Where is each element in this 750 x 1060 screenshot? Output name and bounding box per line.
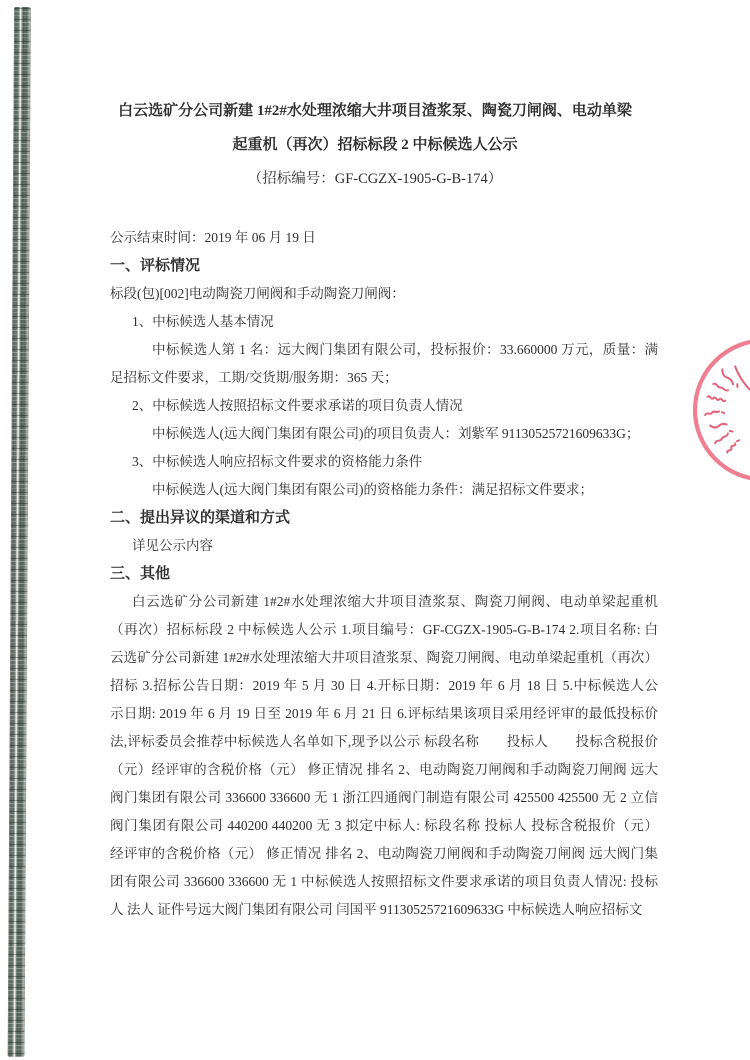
title-tender-number: （招标编号：GF-CGZX-1905-G-B-174）	[247, 171, 503, 187]
text-line: 标段(包)[002]电动陶瓷刀闸阀和手动陶瓷刀闸阀：	[110, 286, 405, 301]
text-line: 详见公示内容	[132, 538, 213, 553]
text-line: 团有限公司 336600 336600 无 1 中标候选人按照招标文件要求承诺的项目负责人情况: 投标	[110, 874, 658, 889]
text-line: 1、中标候选人基本情况	[132, 314, 274, 329]
text-line: 云选矿分公司新建 1#2#水处理浓缩大井项目渣浆泵、陶瓷刀闸阀、电动单梁起重机（再次）	[110, 650, 658, 665]
text-line: 2、中标候选人按照招标文件要求承诺的项目负责人情况	[132, 398, 463, 413]
text-line: 经评审的含税价格（元） 修正情况 排名 2、电动陶瓷刀闸阀和手动陶瓷刀闸阀 远大阀门集	[110, 846, 658, 861]
stamp-ring	[695, 341, 750, 480]
text-line: 3、中标候选人响应招标文件要求的资格能力条件	[132, 454, 423, 469]
text-line: 白云选矿分公司新建 1#2#水处理浓缩大井项目渣浆泵、陶瓷刀闸阀、电动单梁起重机	[132, 594, 658, 609]
section-heading: 三、其他	[110, 566, 171, 582]
title-line-2: 起重机（再次）招标标段 2 中标候选人公示	[232, 137, 518, 153]
document-title	[102, 94, 648, 196]
text-line: 阀门集团有限公司 440200 440200 无 3 拟定中标人: 标段名称 投标人 投标含税报价（元）	[110, 818, 658, 833]
section-heading: 一、评标情况	[110, 258, 201, 274]
document-body	[110, 224, 658, 924]
section-heading: 二、提出异议的渠道和方式	[110, 510, 291, 526]
text-line: 中标候选人(远大阀门集团有限公司)的项目负责人：刘紫军 91130525721609633G；	[152, 426, 640, 441]
text-line: 公示结束时间：2019 年 06 月 19 日	[110, 230, 316, 245]
text-line: 招标 3.招标公告日期：2019 年 5 月 30 日 4.开标日期：2019 年 6 月 18 日 5.中标候选人公	[110, 678, 658, 693]
red-seal-stamp-icon	[692, 338, 750, 484]
binding-spine	[8, 7, 31, 1057]
text-line: （再次）招标标段 2 中标候选人公示 1.项目编号：GF-CGZX-1905-G-B-174 2.项目名称: 白	[110, 622, 658, 637]
stamp-script-marks	[705, 366, 750, 453]
text-line: 足招标文件要求，工期/交货期/服务期：365 天；	[110, 370, 398, 385]
text-line: （元）经评审的含税价格（元） 修正情况 排名 2、电动陶瓷刀闸阀和手动陶瓷刀闸阀 远大	[110, 762, 658, 777]
text-line: 法,评标委员会推荐中标候选人名单如下,现予以公示 标段名称 投标人 投标含税报价	[110, 734, 658, 749]
text-line: 中标候选人(远大阀门集团有限公司)的资格能力条件：满足招标文件要求；	[152, 482, 593, 497]
text-line: 中标候选人第 1 名：远大阀门集团有限公司，投标报价：33.660000 万元，质量：满	[152, 342, 658, 357]
title-line-1: 白云选矿分公司新建 1#2#水处理浓缩大井项目渣浆泵、陶瓷刀闸阀、电动单梁	[118, 103, 632, 119]
text-line: 阀门集团有限公司 336600 336600 无 1 浙江四通阀门制造有限公司 425500 425500 无 2 立信	[110, 790, 658, 805]
text-line: 人 法人 证件号远大阀门集团有限公司 闫国平 91130525721609633G 中标候选人响应招标文	[110, 902, 643, 917]
text-line: 示日期: 2019 年 6 月 19 日至 2019 年 6 月 21 日 6.评标结果该项目采用经评审的最低投标价	[110, 706, 658, 721]
